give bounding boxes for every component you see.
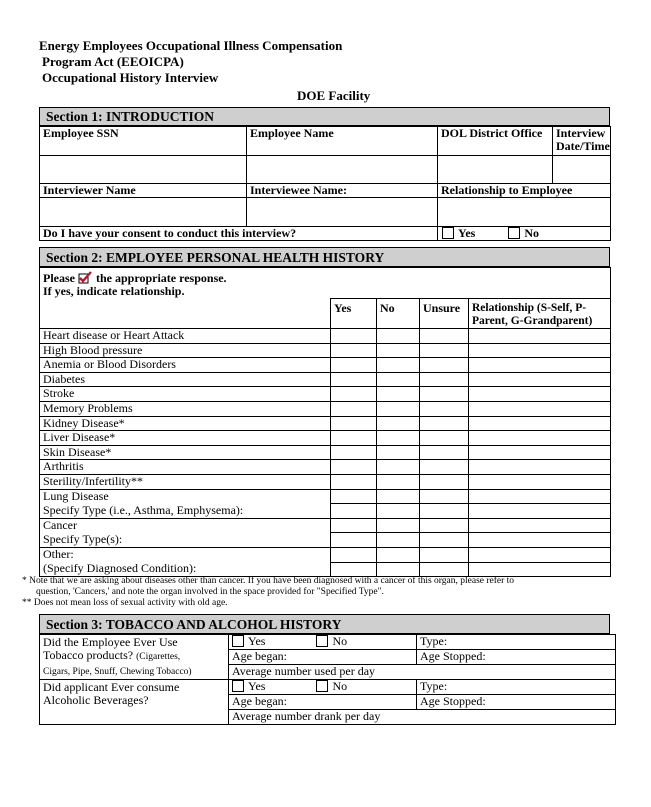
alcohol-age-began[interactable]: Age began:: [229, 695, 417, 710]
condition-unsure-cell[interactable]: [420, 401, 469, 416]
condition-label: Kidney Disease*: [40, 416, 331, 431]
condition-relationship-cell[interactable]: [469, 416, 611, 431]
tobacco-alcohol-table: [39, 634, 616, 725]
condition-relationship-cell[interactable]: [469, 460, 611, 475]
condition-no-cell[interactable]: [377, 562, 420, 577]
condition-label: Cancer: [40, 518, 331, 533]
health-history-table: [39, 267, 611, 577]
condition-relationship-cell[interactable]: [469, 547, 611, 562]
condition-row: [40, 474, 611, 489]
condition-yes-cell[interactable]: [331, 562, 377, 577]
condition-relationship-cell[interactable]: [469, 401, 611, 416]
condition-row: [40, 387, 611, 402]
condition-yes-cell[interactable]: [331, 401, 377, 416]
condition-unsure-cell[interactable]: [420, 474, 469, 489]
condition-relationship-cell[interactable]: [469, 533, 611, 548]
condition-unsure-cell[interactable]: [420, 358, 469, 373]
condition-row: [40, 547, 611, 562]
condition-label: Skin Disease*: [40, 445, 331, 460]
alcohol-yes-no: [229, 680, 417, 695]
interviewer-name-label: Interviewer Name: [40, 184, 247, 198]
tobacco-yes-label: Yes: [248, 634, 266, 648]
condition-relationship-cell[interactable]: [469, 343, 611, 358]
condition-yes-cell[interactable]: [331, 547, 377, 562]
condition-label: Specify Type (i.e., Asthma, Emphysema):: [40, 504, 331, 519]
section1-table: [39, 126, 611, 241]
employee-name-label: Employee Name: [247, 127, 438, 156]
condition-row: [40, 431, 611, 446]
interviewer-name-field[interactable]: [40, 198, 247, 227]
condition-unsure-cell[interactable]: [420, 547, 469, 562]
relationship-label: Relationship to Employee: [438, 184, 611, 198]
interviewee-name-field[interactable]: [247, 198, 438, 227]
alcohol-age-stopped[interactable]: Age Stopped:: [417, 695, 616, 710]
condition-label: (Specify Diagnosed Condition):: [40, 562, 331, 577]
alcohol-type[interactable]: Type:: [417, 680, 616, 695]
condition-no-cell[interactable]: [377, 547, 420, 562]
condition-label: Heart disease or Heart Attack: [40, 329, 331, 344]
dol-office-field[interactable]: [438, 156, 553, 184]
condition-yes-cell[interactable]: [331, 504, 377, 519]
condition-yes-cell[interactable]: [331, 474, 377, 489]
condition-relationship-cell[interactable]: [469, 431, 611, 446]
condition-yes-cell[interactable]: [331, 416, 377, 431]
tobacco-type[interactable]: Type:: [417, 635, 616, 650]
condition-relationship-cell[interactable]: [469, 562, 611, 577]
condition-unsure-cell[interactable]: [420, 489, 469, 504]
col-unsure: Unsure: [420, 299, 469, 329]
condition-relationship-cell[interactable]: [469, 504, 611, 519]
instr-please: Please: [43, 271, 75, 285]
condition-yes-cell[interactable]: [331, 489, 377, 504]
condition-label: Other:: [40, 547, 331, 562]
condition-no-cell[interactable]: [377, 329, 420, 344]
condition-row: [40, 562, 611, 577]
condition-no-cell[interactable]: [377, 358, 420, 373]
condition-label: Lung Disease: [40, 489, 331, 504]
consent-no-checkbox[interactable]: [508, 227, 520, 239]
condition-label: Arthritis: [40, 460, 331, 475]
employee-name-field[interactable]: [247, 156, 438, 184]
alcohol-yes-label: Yes: [248, 679, 266, 693]
condition-no-cell[interactable]: [377, 518, 420, 533]
form-title-line3: Occupational History Interview: [42, 70, 219, 85]
condition-row: [40, 358, 611, 373]
tobacco-q-line4: Cigars, Pipe, Snuff, Chewing Tobacco): [43, 667, 192, 677]
interviewee-name-label: Interviewee Name:: [247, 184, 438, 198]
condition-no-cell[interactable]: [377, 343, 420, 358]
condition-unsure-cell[interactable]: [420, 445, 469, 460]
condition-relationship-cell[interactable]: [469, 329, 611, 344]
condition-row: [40, 445, 611, 460]
instr-rest: the appropriate response.: [96, 271, 227, 285]
tobacco-no-checkbox[interactable]: [316, 635, 328, 647]
condition-no-cell[interactable]: [377, 445, 420, 460]
condition-no-cell[interactable]: [377, 401, 420, 416]
section2-header: Section 2: EMPLOYEE PERSONAL HEALTH HISTORY: [39, 247, 610, 268]
condition-col-header: [40, 299, 331, 329]
condition-row: [40, 460, 611, 475]
consent-options: [438, 227, 611, 241]
col-relationship: Relationship (S-Self, P-Parent, G-Grandparent): [469, 299, 611, 329]
consent-yes-label: Yes: [458, 226, 476, 240]
section3-header: Section 3: TOBACCO AND ALCOHOL HISTORY: [39, 614, 610, 635]
condition-unsure-cell[interactable]: [420, 431, 469, 446]
condition-yes-cell[interactable]: [331, 329, 377, 344]
instructions: [40, 268, 611, 299]
condition-relationship-cell[interactable]: [469, 372, 611, 387]
dol-district-office-label: DOL District Office: [438, 127, 553, 156]
tobacco-q-line1: Did the Employee Ever Use: [43, 635, 178, 649]
condition-unsure-cell[interactable]: [420, 329, 469, 344]
condition-unsure-cell[interactable]: [420, 533, 469, 548]
condition-row: [40, 518, 611, 533]
condition-label: Liver Disease*: [40, 431, 331, 446]
tobacco-yes-checkbox[interactable]: [232, 635, 244, 647]
condition-label: Stroke: [40, 387, 331, 402]
condition-yes-cell[interactable]: [331, 372, 377, 387]
condition-relationship-cell[interactable]: [469, 518, 611, 533]
condition-relationship-cell[interactable]: [469, 387, 611, 402]
condition-unsure-cell[interactable]: [420, 504, 469, 519]
tobacco-age-stopped[interactable]: Age Stopped:: [417, 650, 616, 665]
footnote-1: * Note that we are asking about diseases other than cancer. If you have been diagnosed with a cancer of this organ, please refer to: [22, 576, 515, 586]
tobacco-age-began[interactable]: Age began:: [229, 650, 417, 665]
facility-label: DOE Facility: [297, 88, 371, 103]
consent-yes-checkbox[interactable]: [442, 227, 454, 239]
condition-label: High Blood pressure: [40, 343, 331, 358]
alcohol-avg-drank[interactable]: Average number drank per day: [229, 710, 616, 725]
tobacco-no-label: No: [332, 634, 348, 648]
relationship-field[interactable]: [438, 198, 611, 227]
checkmark-icon: [78, 271, 93, 285]
alcohol-question: [40, 680, 229, 725]
interview-date-label: Interview Date/Time: [553, 127, 611, 156]
condition-label: Anemia or Blood Disorders: [40, 358, 331, 373]
condition-no-cell[interactable]: [377, 387, 420, 402]
interview-date-field[interactable]: [553, 156, 611, 184]
alcohol-q-line1: Did applicant Ever consume: [43, 680, 180, 694]
condition-unsure-cell[interactable]: [420, 372, 469, 387]
condition-relationship-cell[interactable]: [469, 358, 611, 373]
alcohol-yes-checkbox[interactable]: [232, 680, 244, 692]
condition-yes-cell[interactable]: [331, 358, 377, 373]
tobacco-question: [40, 635, 229, 680]
condition-yes-cell[interactable]: [331, 445, 377, 460]
condition-unsure-cell[interactable]: [420, 562, 469, 577]
condition-yes-cell[interactable]: [331, 431, 377, 446]
condition-no-cell[interactable]: [377, 416, 420, 431]
condition-no-cell[interactable]: [377, 489, 420, 504]
condition-no-cell[interactable]: [377, 474, 420, 489]
instr-line2: If yes, indicate relationship.: [43, 284, 185, 298]
form-title-line1: Energy Employees Occupational Illness Compensation: [39, 38, 343, 53]
col-no: No: [377, 299, 420, 329]
condition-unsure-cell[interactable]: [420, 416, 469, 431]
alcohol-no-label: No: [332, 679, 348, 693]
footnote-1b: question, 'Cancers,' and note the organ involved in the space provided for "Specified Type".: [36, 587, 384, 597]
employee-ssn-field[interactable]: [40, 156, 247, 184]
condition-yes-cell[interactable]: [331, 460, 377, 475]
footnote-2: ** Does not mean loss of sexual activity with old age.: [22, 598, 228, 608]
alcohol-q-line2: Alcoholic Beverages?: [43, 693, 149, 707]
tobacco-yes-no: [229, 635, 417, 650]
condition-row: [40, 489, 611, 504]
alcohol-no-checkbox[interactable]: [316, 680, 328, 692]
tobacco-avg-used[interactable]: Average number used per day: [229, 665, 616, 680]
condition-row: [40, 416, 611, 431]
condition-yes-cell[interactable]: [331, 533, 377, 548]
condition-row: [40, 329, 611, 344]
condition-no-cell[interactable]: [377, 504, 420, 519]
condition-no-cell[interactable]: [377, 431, 420, 446]
condition-yes-cell[interactable]: [331, 387, 377, 402]
condition-unsure-cell[interactable]: [420, 343, 469, 358]
condition-label: Diabetes: [40, 372, 331, 387]
employee-ssn-label: Employee SSN: [40, 127, 247, 156]
condition-row: [40, 504, 611, 519]
condition-unsure-cell[interactable]: [420, 387, 469, 402]
condition-row: [40, 372, 611, 387]
col-yes: Yes: [331, 299, 377, 329]
form-title-line2: Program Act (EEOICPA): [42, 54, 184, 69]
condition-no-cell[interactable]: [377, 460, 420, 475]
consent-no-label: No: [524, 226, 540, 240]
condition-yes-cell[interactable]: [331, 343, 377, 358]
condition-relationship-cell[interactable]: [469, 445, 611, 460]
condition-unsure-cell[interactable]: [420, 518, 469, 533]
condition-label: Sterility/Infertility**: [40, 474, 331, 489]
condition-relationship-cell[interactable]: [469, 489, 611, 504]
condition-relationship-cell[interactable]: [469, 474, 611, 489]
condition-no-cell[interactable]: [377, 372, 420, 387]
condition-row: [40, 401, 611, 416]
condition-label: Memory Problems: [40, 401, 331, 416]
condition-no-cell[interactable]: [377, 533, 420, 548]
condition-yes-cell[interactable]: [331, 518, 377, 533]
section1-header: Section 1: INTRODUCTION: [39, 107, 610, 127]
condition-row: [40, 343, 611, 358]
condition-label: Specify Type(s):: [40, 533, 331, 548]
condition-unsure-cell[interactable]: [420, 460, 469, 475]
consent-question: Do I have your consent to conduct this interview?: [40, 227, 438, 241]
condition-row: [40, 533, 611, 548]
tobacco-q-line2: Tobacco products?: [43, 648, 134, 662]
tobacco-q-line3: (Cigarettes,: [136, 652, 181, 662]
